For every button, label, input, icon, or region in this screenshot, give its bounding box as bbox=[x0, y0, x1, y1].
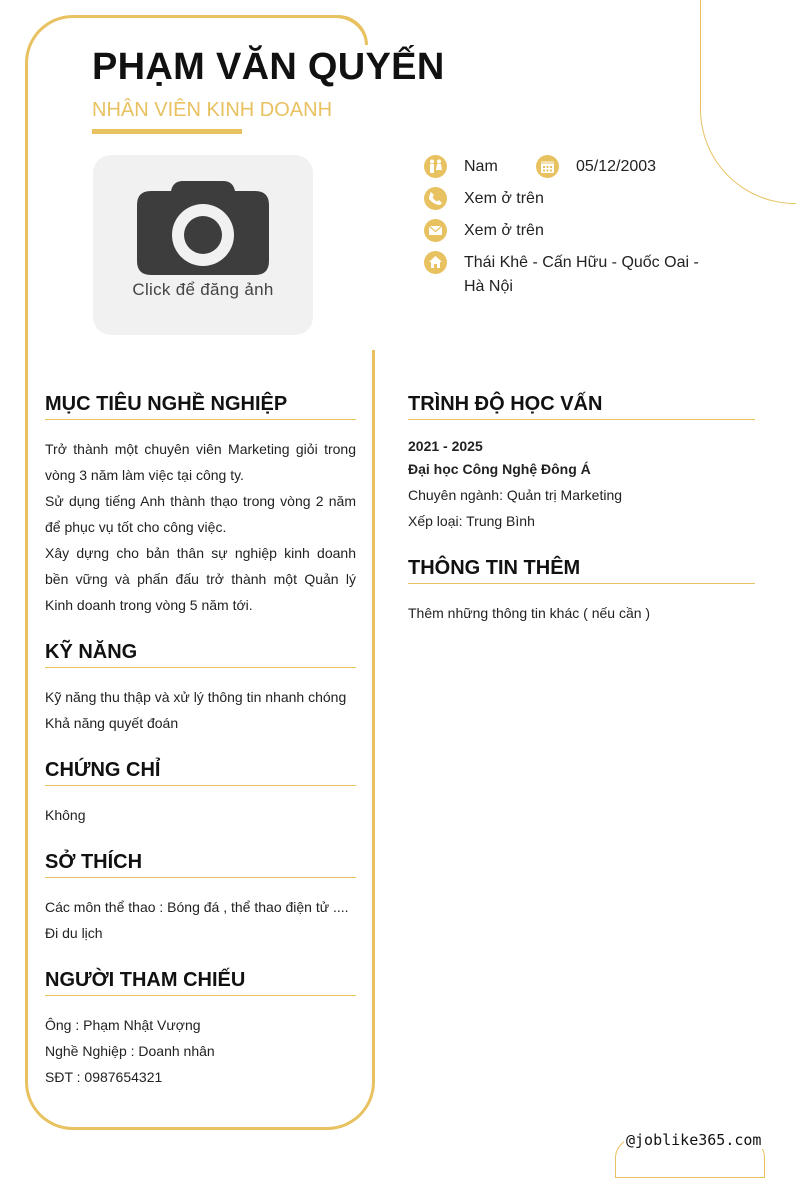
skill-item: Khả năng quyết đoán bbox=[45, 715, 179, 731]
reference-item: SĐT : 0987654321 bbox=[45, 1069, 163, 1085]
candidate-name[interactable]: PHẠM VĂN QUYẾN bbox=[92, 46, 445, 88]
phone-icon bbox=[424, 187, 447, 210]
phone-value[interactable]: Xem ở trên bbox=[464, 190, 544, 207]
section-skills-title: KỸ NĂNG bbox=[45, 641, 356, 668]
birthday-value[interactable]: 05/12/2003 bbox=[576, 158, 657, 175]
section-education-title: TRÌNH ĐỘ HỌC VẤN bbox=[408, 393, 755, 420]
certificate-item: Không bbox=[45, 807, 86, 823]
job-title[interactable]: NHÂN VIÊN KINH DOANH bbox=[92, 99, 333, 121]
section-certificates-body[interactable] bbox=[45, 802, 356, 828]
home-icon bbox=[424, 251, 447, 274]
section-skills-body[interactable] bbox=[45, 684, 356, 736]
address-line-2: Hà Nội bbox=[464, 278, 513, 295]
calendar-icon bbox=[536, 155, 559, 178]
education-years[interactable]: 2021 - 2025 bbox=[408, 438, 483, 454]
section-hobbies-title: SỞ THÍCH bbox=[45, 851, 356, 878]
education-major: Chuyên ngành: Quản trị Marketing bbox=[408, 487, 623, 503]
section-objective-body[interactable] bbox=[45, 436, 356, 618]
email-icon bbox=[424, 219, 447, 242]
section-hobbies-body[interactable] bbox=[45, 894, 356, 946]
job-title-underline bbox=[92, 129, 242, 134]
section-certificates-title: CHỨNG CHỈ bbox=[45, 759, 356, 786]
photo-upload-label: Click để đăng ảnh bbox=[132, 280, 274, 299]
gender-value[interactable]: Nam bbox=[464, 158, 498, 175]
section-education-body[interactable] bbox=[408, 482, 755, 534]
section-objective-title: MỤC TIÊU NGHỀ NGHIỆP bbox=[45, 393, 356, 420]
section-references-body[interactable] bbox=[45, 1012, 356, 1090]
objective-line: Trở thành một chuyên viên Marketing giỏi trong vòng 3 năm làm việc tại công ty. bbox=[45, 441, 356, 483]
hobby-item: Các môn thể thao : Bóng đá , thể thao điện tử .... bbox=[45, 899, 349, 915]
camera-icon bbox=[137, 181, 269, 275]
objective-line: Xây dựng cho bản thân sự nghiệp kinh doanh bền vững và phấn đấu trở thành một Quản lý Kinh doanh trong vòng 5 năm tới. bbox=[45, 545, 356, 613]
education-school[interactable]: Đại học Công Nghệ Đông Á bbox=[408, 461, 591, 477]
objective-line: Sử dụng tiếng Anh thành thạo trong vòng 2 năm để phục vụ tốt cho công việc. bbox=[45, 493, 356, 535]
hobby-item: Đi du lịch bbox=[45, 925, 103, 941]
section-extra-title: THÔNG TIN THÊM bbox=[408, 557, 755, 584]
reference-item: Nghề Nghiệp : Doanh nhân bbox=[45, 1043, 215, 1059]
footer-site-link[interactable]: @joblike365.com bbox=[626, 1131, 762, 1149]
education-rank: Xếp loại: Trung Bình bbox=[408, 513, 535, 529]
reference-item: Ông : Phạm Nhật Vượng bbox=[45, 1017, 201, 1033]
photo-upload[interactable] bbox=[93, 155, 313, 335]
address-value[interactable] bbox=[464, 251, 704, 299]
skill-item: Kỹ năng thu thập và xử lý thông tin nhanh chóng bbox=[45, 689, 347, 705]
section-references-title: NGƯỜI THAM CHIẾU bbox=[45, 969, 356, 996]
email-value[interactable]: Xem ở trên bbox=[464, 222, 544, 239]
section-extra-body[interactable]: Thêm những thông tin khác ( nếu cần ) bbox=[408, 605, 651, 621]
corner-decoration bbox=[700, 0, 796, 204]
gender-icon bbox=[424, 155, 447, 178]
address-line-1: Thái Khê - Cấn Hữu - Quốc Oai - bbox=[464, 254, 699, 271]
